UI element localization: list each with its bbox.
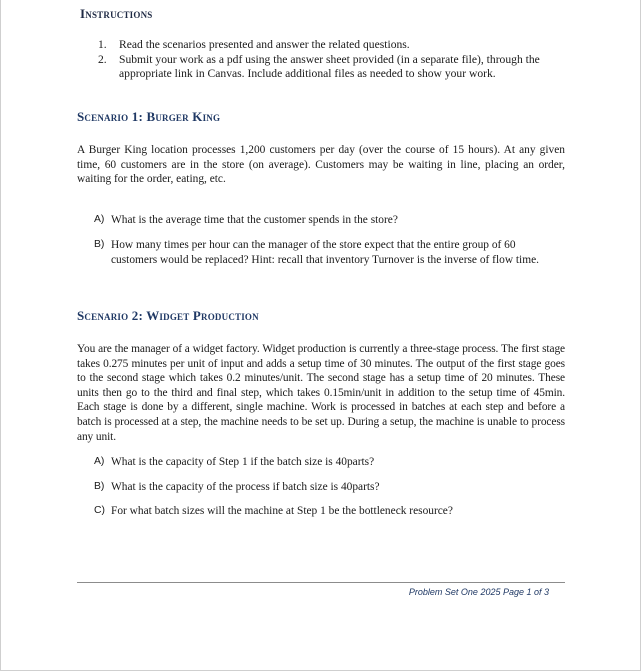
scenario1-heading: Scenario 1: Burger King xyxy=(77,109,221,124)
instruction-item xyxy=(98,53,568,82)
instruction-item xyxy=(98,38,568,53)
scenario1-description: A Burger King location processes 1,200 customers per day (over the course of 15 hours). At any given time, 60 customers are in the store (on average). Customers may be waiting in line, placing an order, waiting for the order, eating, etc. xyxy=(77,144,565,186)
question-text: What is the capacity of Step 1 if the batch size is 40parts? xyxy=(111,456,375,468)
instruction-number: 1. xyxy=(98,38,107,51)
question-label: B) xyxy=(94,239,105,250)
scenario2-description: You are the manager of a widget factory. Widget production is currently a three-stage process. The first stage takes 0.275 minutes per unit of input and adds a setup time of 30 minutes. The output of the first stage goes to the second stage which takes 0.2 minutes/unit. The second stage has a setup time of 20 minutes. These units then go to the third and final step, which takes 0.15min/unit in addition to the setup time of 45min. Each stage is done by a different, single machine. Work is processed in batches at each step and before a batch is processed at a step, the machine needs to be set up. During a setup, the machine is unable to process any unit. xyxy=(77,343,565,443)
scenario2-question-c xyxy=(94,504,562,519)
question-text: What is the average time that the customer spends in the store? xyxy=(111,214,398,226)
instructions-heading: Instructions xyxy=(80,6,153,21)
question-label: A) xyxy=(94,456,105,467)
footer-divider xyxy=(77,582,565,583)
question-text: How many times per hour can the manager of the store expect that the entire group of 60 customers would be replaced? Hint: recall that inventory Turnover is the inverse of flow time. xyxy=(111,239,539,266)
question-label: A) xyxy=(94,214,105,225)
question-text: For what batch sizes will the machine at Step 1 be the bottleneck resource? xyxy=(111,505,453,517)
scenario1-question-b xyxy=(94,238,562,267)
scenario2-question-a xyxy=(94,455,562,470)
scenario2-question-b xyxy=(94,480,562,495)
question-label: B) xyxy=(94,481,105,492)
page-footer: Problem Set One 2025 Page 1 of 3 xyxy=(408,587,549,597)
instruction-text: Submit your work as a pdf using the answer sheet provided (in a separate file), through the appropriate link in Canvas. Include additional files as needed to show your work. xyxy=(119,52,540,80)
instruction-text: Read the scenarios presented and answer the related questions. xyxy=(119,38,410,51)
question-label: C) xyxy=(94,505,105,516)
instructions-list xyxy=(98,38,568,82)
scenario1-question-a xyxy=(94,213,562,228)
scenario2-heading: Scenario 2: Widget Production xyxy=(77,308,259,323)
instruction-number: 2. xyxy=(98,52,107,66)
question-text: What is the capacity of the process if batch size is 40parts? xyxy=(111,481,380,493)
